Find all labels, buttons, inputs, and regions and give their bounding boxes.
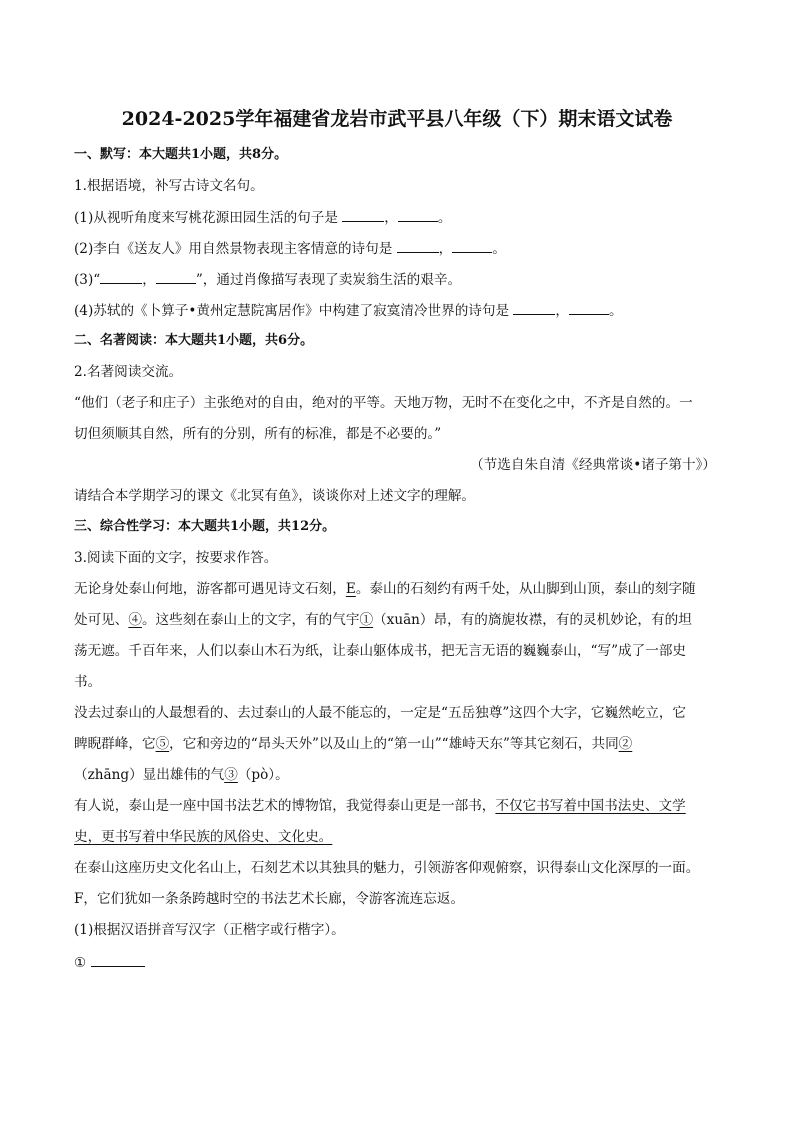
blank-marker: ④ [128, 612, 142, 628]
question-1-part-3 [74, 269, 724, 290]
text: ， [438, 241, 453, 257]
text: 睥睨群峰，它 [74, 736, 156, 752]
passage-line: F，它们犹如一条条跨越时空的书法艺术长廊，令游客流连忘返。 [74, 891, 465, 907]
text: (1)从视听角度来写桃花源田园生活的句子是 [74, 210, 338, 226]
passage-line [74, 610, 724, 630]
blank-marker: ③ [224, 767, 238, 783]
answer-blank [156, 269, 196, 284]
question-2-source: （节选自朱自清《经典常谈•诸子第十》） [470, 457, 716, 473]
text: （xuān）昂，有的旖旎妆襟，有的灵机妙论，有的坦 [373, 612, 692, 628]
question-1-part-1 [74, 207, 724, 228]
page-title: 2024-2025学年福建省龙岩市武平县八年级（下）期末语文试卷 [121, 108, 673, 130]
answer-item [74, 952, 724, 973]
answer-blank [100, 269, 142, 284]
question-3-part-1: (1)根据汉语拼音写汉字（正楷字或行楷字）。 [74, 922, 345, 938]
passage-line: 荡无遮。千百年来，人们以泰山木石为纸，让泰山躯体成书，把无言无语的巍巍泰山，“写”成了一部史 [74, 643, 687, 659]
answer-blank [569, 300, 609, 315]
text: 无论身处泰山何地，游客都可遇见诗文石刻， [74, 581, 346, 597]
passage-line: 书。 [74, 674, 102, 690]
text: (4)苏轼的《卜算子•黄州定慧院寓居作》中构建了寂寞清冷世界的诗句是 [74, 303, 510, 319]
question-2-stem: 2.名著阅读交流。 [74, 364, 183, 380]
answer-blank [397, 238, 439, 253]
question-1-stem: 1.根据语境，补写古诗文名句。 [74, 178, 264, 194]
answer-blank [398, 207, 438, 222]
passage-line [74, 579, 724, 599]
section-heading-1: 一、默写：本大题共1小题，共8分。 [74, 147, 288, 162]
passage-line [74, 827, 724, 847]
text: 。 [609, 303, 623, 319]
passage-line: 没去过泰山的人最想看的、去过泰山的人最不能忘的，一定是“五岳独尊”这四个大字，它巍然屹立，它 [74, 705, 687, 721]
underlined-sentence: 史，更书写着中华民族的风俗史、文化史。 [74, 829, 333, 845]
question-2-quote: 切但须顺其自然，所有的分别，所有的标准，都是不必要的。” [74, 426, 442, 442]
answer-blank [342, 207, 384, 222]
blank-marker: ① [359, 612, 374, 628]
text: （pò）。 [237, 767, 289, 783]
underlined-sentence: 不仅它书写着中国书法史、文学 [495, 798, 686, 814]
text: 。 [492, 241, 506, 257]
question-3-stem: 3.阅读下面的文字，按要求作答。 [74, 550, 278, 566]
question-2-quote: “他们（老子和庄子）主张绝对的自由，绝对的平等。天地万物，无时不在变化之中，不齐是自然的。一 [74, 395, 693, 411]
section-heading-3: 三、综合性学习：本大题共1小题，共12分。 [74, 519, 336, 534]
blank-marker: E [345, 581, 356, 597]
question-1-part-4 [74, 300, 724, 321]
text: ① [74, 955, 87, 971]
answer-blank [513, 300, 555, 315]
passage-line [74, 765, 724, 785]
text: ， [384, 210, 398, 226]
text: 。泰山的石刻约有两千处，从山脚到山顶，泰山的刻字随 [355, 581, 696, 597]
question-1-part-2 [74, 238, 724, 259]
text: 处可见、 [74, 612, 129, 628]
text: ，它和旁边的“昂头天外”以及山上的“第一山”“雄峙天东”等其它刻石，共同 [169, 736, 619, 752]
passage-line: 在泰山这座历史文化名山上，石刻艺术以其独具的魅力，引领游客仰观俯察，识得泰山文化深厚的一面。 [74, 860, 700, 876]
text: ， [142, 272, 156, 288]
passage-line [74, 734, 724, 754]
text: ， [555, 303, 570, 319]
section-heading-2: 二、名著阅读：本大题共1小题，共6分。 [74, 333, 314, 348]
text: 有人说，泰山是一座中国书法艺术的博物馆，我觉得泰山更是一部书， [74, 798, 496, 814]
passage-line [74, 796, 724, 816]
blank-marker: ⑤ [155, 736, 170, 752]
text: 。 [437, 210, 452, 226]
answer-blank [452, 238, 492, 253]
text: 。这些刻在泰山上的文字，有的气宇 [141, 612, 360, 628]
question-2-task: 请结合本学期学习的课文《北冥有鱼》，谈谈你对上述文字的理解。 [74, 488, 476, 504]
text: ”，通过肖像描写表现了卖炭翁生活的艰辛。 [195, 272, 462, 288]
text: (2)李白《送友人》用自然景物表现主客情意的诗句是 [74, 241, 393, 257]
text: (3)“ [74, 272, 101, 288]
text: （zhāng）显出雄伟的气 [74, 767, 225, 783]
blank-marker: ② [618, 736, 633, 752]
answer-blank [91, 952, 145, 967]
